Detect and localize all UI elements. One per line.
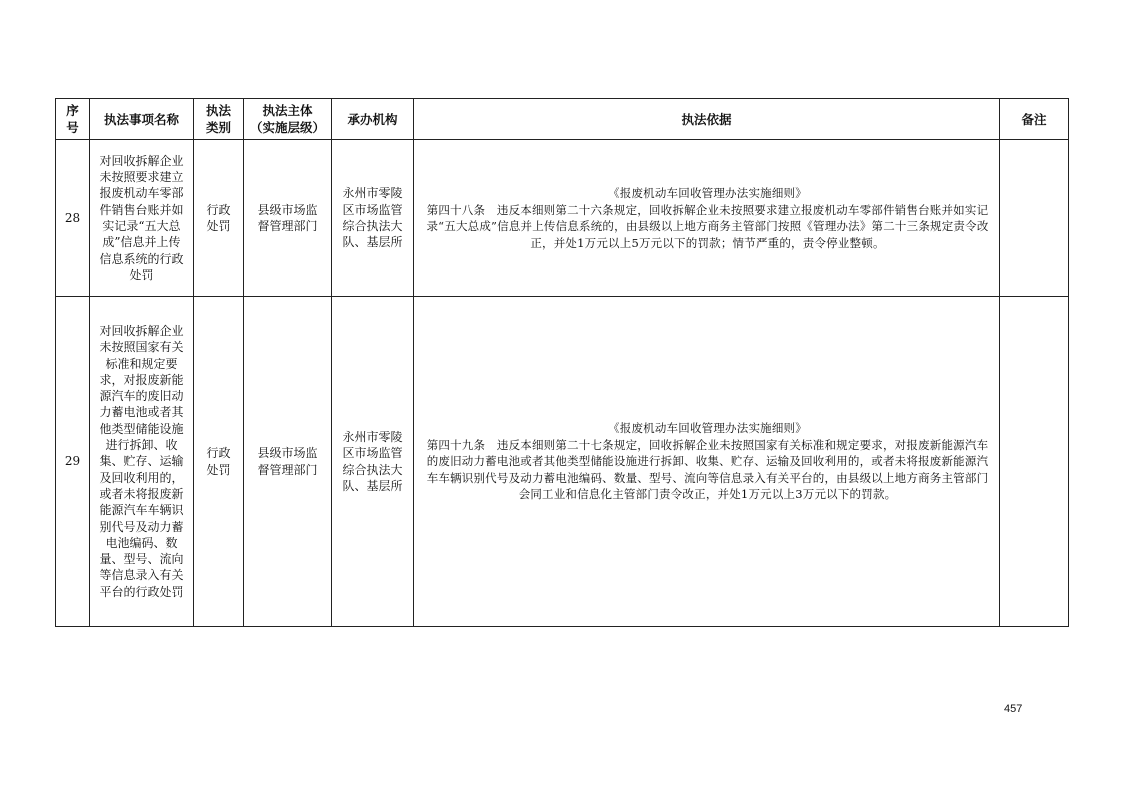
table-row <box>56 140 1069 297</box>
header-basis: 执法依据 <box>414 99 1000 140</box>
row-agency: 永州市零陵区市场监管综合执法大队、基层所 <box>332 140 414 297</box>
row-remark <box>1000 140 1069 297</box>
row-basis <box>414 140 1000 297</box>
row-seq: 29 <box>56 297 90 627</box>
table-header-row <box>56 99 1069 140</box>
header-seq: 序号 <box>56 99 90 140</box>
law-enforcement-table <box>55 98 1069 627</box>
basis-title: 《报废机动车回收管理办法实施细则》 <box>608 421 807 436</box>
basis-text: 第四十九条 违反本细则第二十七条规定，回收拆解企业未按照国家有关标准和规定要求，对报废新能源汽车的废旧动力蓄电池或者其他类型储能设施进行拆卸、收集、贮存、运输及回收利用的，或者未将报废新能源汽车车辆识别代号及动力蓄电池编码、数量、型号、流向等信息录入有关平台的，由县级以上地方商务主管部门会同工业和信息化主管部门责令改正，并处1万元以上3万元以下的罚款。 <box>426 437 989 502</box>
header-name: 执法事项名称 <box>90 99 194 140</box>
row-subject: 县级市场监督管理部门 <box>244 297 332 627</box>
page-number: 457 <box>1004 703 1023 715</box>
row-seq: 28 <box>56 140 90 297</box>
row-basis <box>414 297 1000 627</box>
header-subject <box>244 99 332 140</box>
header-category: 执法类别 <box>194 99 244 140</box>
basis-title: 《报废机动车回收管理办法实施细则》 <box>608 186 807 200</box>
row-remark <box>1000 297 1069 627</box>
table-row <box>56 297 1069 627</box>
row-name: 对回收拆解企业未按照要求建立报废机动车零部件销售台账并如实记录“五大总成”信息并上传信息系统的行政处罚 <box>90 140 194 297</box>
basis-text: 第四十八条 违反本细则第二十六条规定，回收拆解企业未按照要求建立报废机动车零部件销售台账并如实记录“五大总成”信息并上传信息系统的，由县级以上地方商务主管部门按照《管理办法》第二十三条规定责令改正，并处1万元以上5万元以下的罚款；情节严重的，责令停业整顿。 <box>426 202 989 250</box>
row-name: 对回收拆解企业未按照国家有关标准和规定要求，对报废新能源汽车的废旧动力蓄电池或者其他类型储能设施进行拆卸、收集、贮存、运输及回收利用的，或者未将报废新能源汽车车辆识别代号及动力蓄电池编码、数量、型号、流向等信息录入有关平台的行政处罚 <box>90 297 194 627</box>
header-subject-line1: 执法主体 <box>262 103 313 118</box>
row-category: 行政处罚 <box>194 140 244 297</box>
header-subject-line2: （实施层级） <box>249 120 325 135</box>
row-category: 行政处罚 <box>194 297 244 627</box>
row-subject: 县级市场监督管理部门 <box>244 140 332 297</box>
header-agency: 承办机构 <box>332 99 414 140</box>
row-agency: 永州市零陵区市场监管综合执法大队、基层所 <box>332 297 414 627</box>
header-remark: 备注 <box>1000 99 1069 140</box>
